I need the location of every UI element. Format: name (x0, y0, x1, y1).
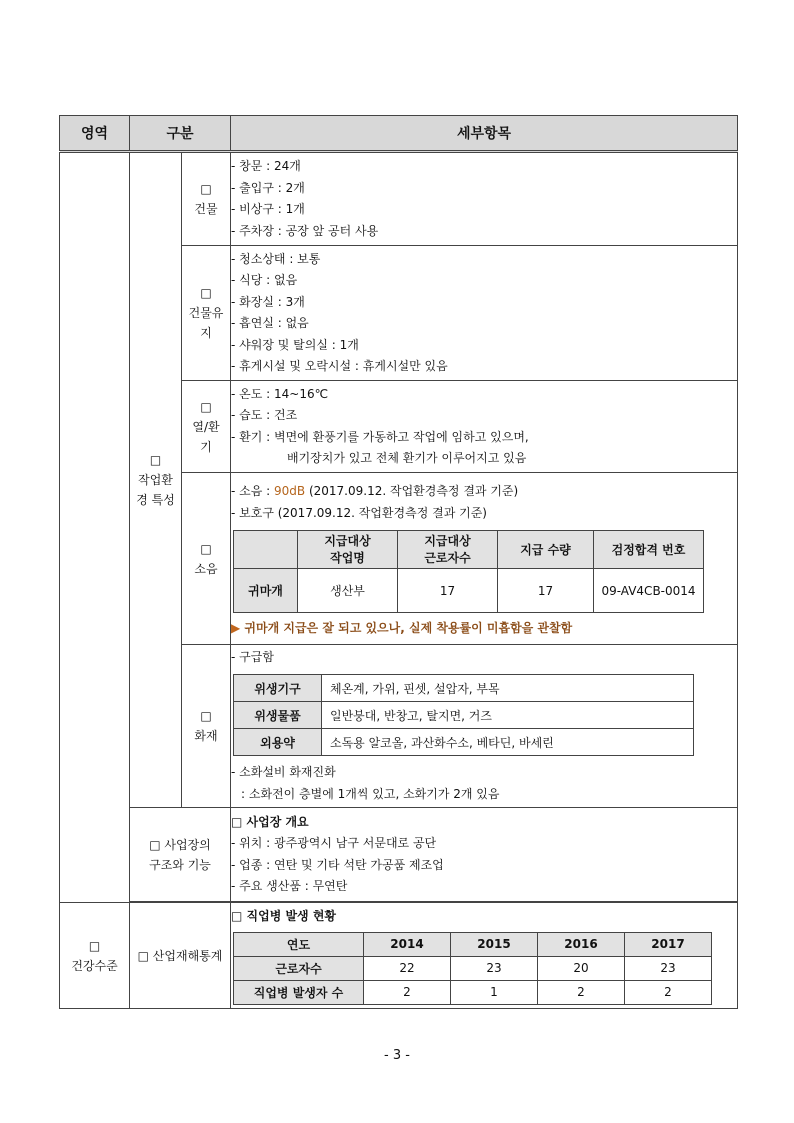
structure-label-line1: □ 사업장의 (149, 837, 211, 852)
ppe-header-cell: 지급대상 근로자수 (398, 531, 498, 569)
health-title: □ 직업병 발생 현황 (231, 909, 337, 924)
disease-table-header (234, 932, 712, 956)
health-area-label: 건강수준 (71, 958, 118, 973)
list-item: - 화장실 : 3개 (231, 294, 305, 309)
heat-label: 열/환기 (192, 419, 220, 454)
fire-label: 화재 (194, 729, 218, 743)
list-item: - 온도 : 14~16℃ (231, 386, 329, 401)
env-category-cell (130, 152, 182, 808)
structure-label-cell (130, 808, 231, 902)
kit-key: 외용약 (234, 729, 322, 756)
ppe-line: - 보호구 (2017.09.12. 작업환경측정 결과 기준) (231, 505, 487, 520)
checkbox-noise: □ (200, 541, 212, 556)
list-item: - 흡연실 : 없음 (231, 316, 309, 330)
fire-items (231, 645, 738, 808)
observation-text: 귀마개 지급은 잘 되고 있으나, 실제 착용률이 미흡함을 관찰함 (244, 621, 573, 635)
disease-header-cell: 2014 (364, 932, 451, 956)
kit-row (234, 729, 694, 756)
first-aid-kit-title: - 구급함 (231, 649, 274, 664)
building-items (231, 152, 738, 246)
header-category: 구분 (130, 116, 231, 152)
first-aid-kit-table (233, 674, 694, 756)
ppe-cell: 귀마개 (234, 569, 298, 613)
ppe-table-row (234, 569, 704, 613)
disease-header-cell: 2017 (625, 932, 712, 956)
disease-header-cell: 2015 (451, 932, 538, 956)
checkbox-maintenance: □ (200, 286, 212, 300)
checkbox-env: □ (149, 453, 162, 467)
disease-header-cell: 연도 (234, 932, 364, 956)
row-building (60, 152, 738, 246)
health-items (231, 903, 738, 1009)
noise-level-line (231, 481, 737, 503)
disease-header-cell: 2016 (538, 932, 625, 956)
disease-cell: 22 (364, 956, 451, 980)
list-item: - 위치 : 광주광역시 남구 서문대로 공단 (231, 836, 437, 850)
list-item: - 습도 : 건조 (231, 408, 298, 422)
list-item: - 주요 생산품 : 무연탄 (231, 879, 348, 893)
checkbox-heat: □ (200, 399, 212, 414)
assessment-table (59, 115, 738, 1009)
kit-value: 소독용 알코올, 과산화수소, 베타딘, 바세린 (322, 729, 694, 756)
ppe-table (233, 530, 704, 613)
checkbox-building: □ (200, 182, 212, 196)
noise-level-suffix: (2017.09.12. 작업환경측정 결과 기준) (305, 484, 519, 498)
kit-row (234, 675, 694, 702)
building-label: 건물 (194, 202, 218, 216)
list-item-continuation: 배기장치가 있고 전체 환기가 이루어지고 있음 (287, 451, 527, 465)
arrow-right-icon: ▶ (231, 621, 241, 635)
kit-key: 위생기구 (234, 675, 322, 702)
health-area-cell (60, 903, 130, 1009)
kit-row (234, 702, 694, 729)
kit-value: 체온계, 가위, 핀셋, 설압자, 부목 (322, 675, 694, 702)
list-item: - 업종 : 연탄 및 기타 석탄 가공품 제조업 (231, 857, 444, 872)
list-item: - 휴게시설 및 오락시설 : 휴게시설만 있음 (231, 359, 448, 373)
ppe-header-cell: 검정합격 번호 (594, 531, 704, 569)
disease-cell: 직업병 발생자 수 (234, 980, 364, 1004)
structure-label-line2: 구조와 기능 (149, 857, 211, 872)
disease-cell: 23 (625, 956, 712, 980)
disease-cell: 2 (625, 980, 712, 1004)
ppe-header-cell: 지급 수량 (498, 531, 594, 569)
ppe-cell: 17 (398, 569, 498, 613)
ppe-header-cell: 지급대상 작업명 (298, 531, 398, 569)
noise-items (231, 473, 738, 645)
area-cell-env (60, 152, 130, 903)
row-structure (60, 808, 738, 902)
noise-level-prefix: - 소음 : (231, 484, 275, 498)
disease-cell: 2 (364, 980, 451, 1004)
fire-equipment-detail: : 소화전이 층별에 1개씩 있고, 소화기가 2개 있음 (241, 786, 500, 801)
disease-cell: 2 (538, 980, 625, 1004)
structure-title: □ 사업장 개요 (231, 814, 309, 829)
disease-table-row (234, 956, 712, 980)
ppe-cell: 생산부 (298, 569, 398, 613)
table-header (60, 116, 738, 152)
ppe-cell: 17 (498, 569, 594, 613)
ppe-header-cell (234, 531, 298, 569)
disease-table (233, 932, 712, 1005)
noise-label: 소음 (194, 561, 218, 576)
list-item: - 청소상태 : 보통 (231, 251, 321, 266)
disease-cell: 23 (451, 956, 538, 980)
fire-equipment-line: - 소화설비 화재진화 (231, 765, 336, 780)
env-area-label: 작업환경 특성 (136, 473, 175, 507)
fire-label-cell (182, 645, 231, 808)
observation-note (231, 619, 737, 636)
disease-cell: 1 (451, 980, 538, 1004)
list-item: - 환기 : 벽면에 환풍기를 가동하고 작업에 임하고 있으며, (231, 429, 529, 444)
list-item: - 출입구 : 2개 (231, 180, 305, 195)
row-health (60, 903, 738, 1009)
structure-items (231, 808, 738, 902)
list-item: - 주차장 : 공장 앞 공터 사용 (231, 223, 379, 238)
list-item: - 비상구 : 1개 (231, 202, 305, 216)
list-item: - 샤워장 및 탈의실 : 1개 (231, 337, 359, 352)
list-item: - 식당 : 없음 (231, 273, 298, 287)
kit-value: 일반붕대, 반창고, 탈지면, 거즈 (322, 702, 694, 729)
page-number: - 3 - (384, 1048, 410, 1063)
kit-key: 위생물품 (234, 702, 322, 729)
checkbox-fire: □ (200, 709, 212, 723)
ppe-table-header (234, 531, 704, 569)
disease-cell: 근로자수 (234, 956, 364, 980)
health-category-cell (130, 903, 231, 1009)
heat-items (231, 381, 738, 473)
disease-cell: 20 (538, 956, 625, 980)
maintenance-items (231, 246, 738, 381)
building-label-cell (182, 152, 231, 246)
noise-level-value: 90dB (274, 484, 306, 498)
checkbox-health: □ (88, 938, 101, 953)
list-item: - 창문 : 24개 (231, 159, 301, 173)
header-details: 세부항목 (231, 116, 738, 152)
noise-label-cell (182, 473, 231, 645)
ppe-cell: 09-AV4CB-0014 (594, 569, 704, 613)
maintenance-label: 건물유지 (188, 306, 224, 340)
header-area: 영역 (60, 116, 130, 152)
disease-table-row (234, 980, 712, 1004)
heat-label-cell (182, 381, 231, 473)
maintenance-label-cell (182, 246, 231, 381)
health-category-label: □ 산업재해통계 (137, 948, 223, 963)
